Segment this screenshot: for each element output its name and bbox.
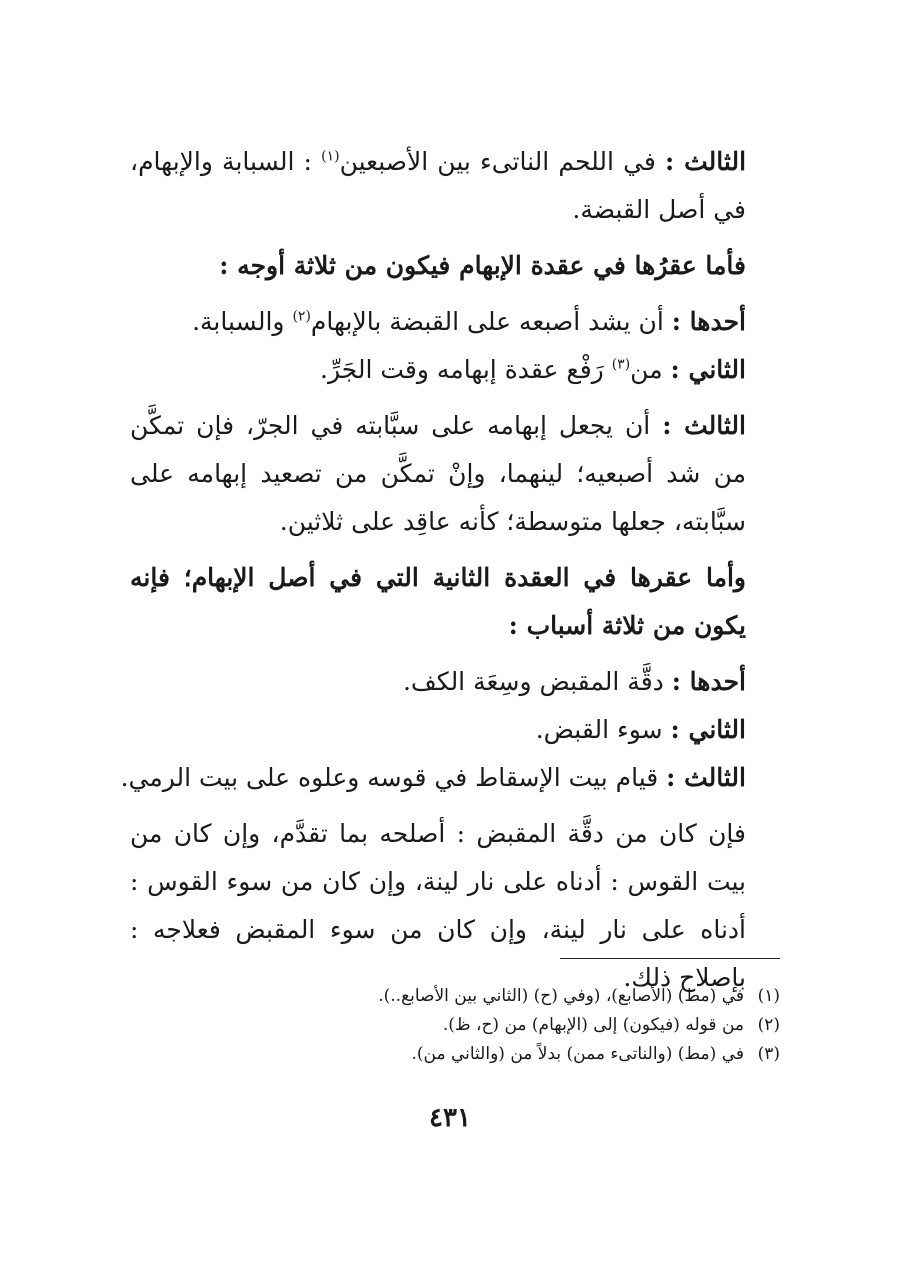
item-label: أحدها : — [671, 307, 746, 336]
footnote-ref: (٣) — [611, 356, 631, 373]
paragraph-text: أن يشد أصبعه على القبضة بالإبهام — [310, 307, 672, 336]
item-label: الثالث : — [666, 763, 746, 792]
item-label: الثالث : — [662, 411, 746, 440]
footnote-ref: (١) — [321, 148, 340, 165]
footnote-text: في (مط) (والناتىء ممن) بدلاً من (والثاني من). — [411, 1044, 744, 1064]
heading-second-knot: وأما عقرها في العقدة الثانية التي في أصل الإبهام؛ فإنه يكون من ثلاثة أسباب : — [130, 563, 746, 640]
main-text — [120, 138, 780, 1002]
paragraph-first — [130, 298, 780, 346]
footnote-divider — [560, 958, 780, 959]
paragraph-text: والسبابة. — [192, 307, 293, 336]
footnote-text: من قوله (فيكون) إلى (الإبهام) من (ح، ظ). — [442, 1015, 744, 1035]
item-label: الثاني : — [670, 715, 746, 744]
paragraph-cause-second — [130, 706, 780, 754]
paragraph-text: رَفْع عقدة إبهامه وقت الجَرِّ. — [320, 355, 612, 384]
paragraph-text: دقَّة المقبض وسِعَة الكف. — [402, 667, 672, 696]
footnote-ref: (٢) — [292, 308, 311, 325]
footnote-item — [130, 1011, 780, 1040]
footnote-item — [130, 982, 780, 1011]
paragraph-text: قيام بيت الإسقاط في قوسه وعلوه على بيت الرمي. — [120, 763, 667, 792]
paragraph-text: من — [630, 355, 671, 384]
item-label: الثالث : — [665, 147, 747, 176]
footnotes — [130, 982, 780, 1069]
page-number: ٤٣١ — [429, 1103, 471, 1133]
footnote-number: (١) — [757, 986, 780, 1006]
paragraph-text: أن يجعل إبهامه على سبَّابته في الجرّ، فإن تمكَّن من شد أصبعيه؛ لينهما، وإنْ تمكَّن من تصعيد إبهامه على سبَّابته، جعلها متوسطة؛ كأنه عاقِد على ثلاثين. — [130, 411, 746, 536]
paragraph-text: : السبابة والإبهام، في أصل القبضة. — [130, 147, 746, 224]
paragraph-cause-first — [130, 658, 780, 706]
paragraph-third-position — [130, 138, 780, 234]
footnote-item — [130, 1040, 780, 1069]
paragraph-remedy: فإن كان من دقَّة المقبض : أصلحه بما تقدَّم، وإن كان من بيت القوس : أدناه على نار لينة، وإن كان من سوء القوس : أدناه على نار لينة، وإن كان من سوء المقبض فعلاجه : بإصلاح ذلك. — [130, 819, 746, 992]
paragraph-text: سوء القبض. — [535, 715, 671, 744]
footnote-number: (٣) — [757, 1044, 780, 1064]
paragraph-text: في اللحم الناتىء بين الأصبعين — [339, 147, 666, 176]
heading-thumb-knot: فأما عقرُها في عقدة الإبهام فيكون من ثلاثة أوجه : — [219, 251, 746, 280]
item-label: أحدها : — [671, 667, 746, 696]
paragraph-third — [130, 402, 780, 546]
paragraph-second — [130, 346, 780, 394]
paragraph-cause-third — [120, 754, 780, 802]
footnote-number: (٢) — [757, 1015, 780, 1035]
item-label: الثاني : — [670, 355, 746, 384]
footnote-text: في (مط) (الأصابع)، (وفي (ح) (الثاني بين الأصابع..). — [378, 986, 744, 1006]
